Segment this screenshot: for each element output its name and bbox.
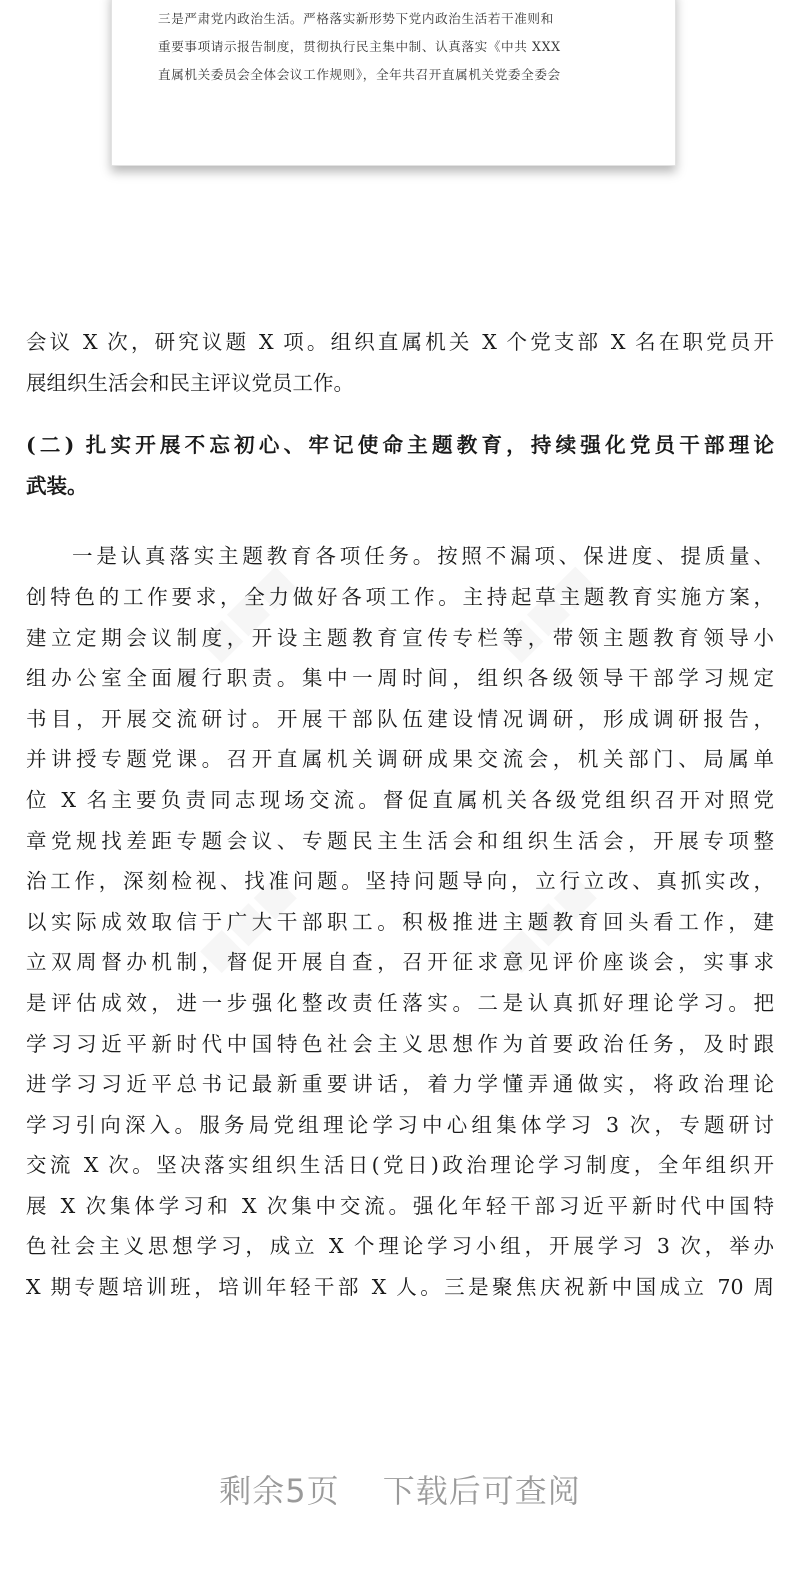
text-line: 立双周督办机制，督促开展自查，召开征求意见评价座谈会，实事求: [26, 950, 774, 975]
text-line: X 期专题培训班，培训年轻干部 X 人。三是聚焦庆祝新中国成立 70 周: [26, 1275, 774, 1300]
text-line: 会议 X 次，研究议题 X 项。组织直属机关 X 个党支部 X 名在职党员开: [26, 330, 774, 354]
remaining-pages-label[interactable]: 剩余5页: [219, 1472, 340, 1510]
text-line: 展 X 次集体学习和 X 次集中交流。强化年轻干部习近平新时代中国特: [26, 1193, 774, 1218]
text-line: 书目，开展交流研讨。开展干部队伍建设情况调研，形成调研报告，: [26, 706, 774, 731]
text-line: 进学习习近平总书记最新重要讲话，着力学懂弄通做实，将政治理论: [26, 1072, 774, 1097]
preview-line: 直属机关委员会全体会议工作规则》，全年共召开直属机关党委全委会: [158, 67, 561, 82]
text-line: 武装。: [26, 473, 88, 498]
text-line: 学习引向深入。服务局党组理论学习中心组集体学习 3 次，专题研讨: [26, 1112, 774, 1137]
preview-line: 三是严肃党内政治生活。严格落实新形势下党内政治生活若干准则和: [158, 11, 554, 26]
text-line: 交流 X 次。坚决落实组织生活日(党日)政治理论学习制度，全年组织开: [26, 1153, 774, 1178]
text-line: 治工作，深刻检视、找准问题。坚持问题导向，立行立改、真抓实改，: [26, 869, 774, 894]
text-line: 学习习近平新时代中国特色社会主义思想作为首要政治任务，及时跟: [26, 1031, 774, 1056]
download-prompt[interactable]: [0, 1466, 800, 1512]
text-line: 色社会主义思想学习，成立 X 个理论学习小组，开展学习 3 次，举办: [26, 1234, 774, 1259]
text-line: 是评估成效，进一步强化整改责任落实。二是认真抓好理论学习。把: [26, 990, 774, 1015]
download-hint-label[interactable]: 下载后可查阅: [382, 1472, 581, 1510]
text-line: 组办公室全面履行职责。集中一周时间，组织各级领导干部学习规定: [26, 666, 774, 691]
document-body: [26, 322, 774, 1308]
section-heading: [26, 425, 774, 506]
preview-line: 重要事项请示报告制度，贯彻执行民主集中制、认真落实《中共 XXX: [158, 39, 561, 54]
text-line: 以实际成效取信于广大干部职工。积极推进主题教育回头看工作，建: [26, 909, 774, 934]
text-line: 并讲授专题党课。召开直属机关调研成果交流会，机关部门、局属单: [26, 747, 774, 772]
paragraph: [26, 322, 774, 403]
previous-page-preview: [111, 0, 676, 166]
text-line: 一是认真落实主题教育各项任务。按照不漏项、保进度、提质量、: [72, 544, 774, 569]
text-line: 章党规找差距专题会议、专题民主生活会和组织生活会，开展专项整: [26, 828, 774, 853]
text-line: 建立定期会议制度，开设主题教育宣传专栏等，带领主题教育领导小: [26, 625, 774, 650]
text-line: 位 X 名主要负责同志现场交流。督促直属机关各级党组织召开对照党: [26, 787, 774, 812]
text-line: (二) 扎实开展不忘初心、牢记使命主题教育，持续强化党员干部理论: [26, 433, 774, 458]
text-line: 展组织生活会和民主评议党员工作。: [26, 370, 354, 395]
text-line: 创特色的工作要求，全力做好各项工作。主持起草主题教育实施方案，: [26, 584, 774, 609]
paragraph: [26, 536, 774, 1307]
